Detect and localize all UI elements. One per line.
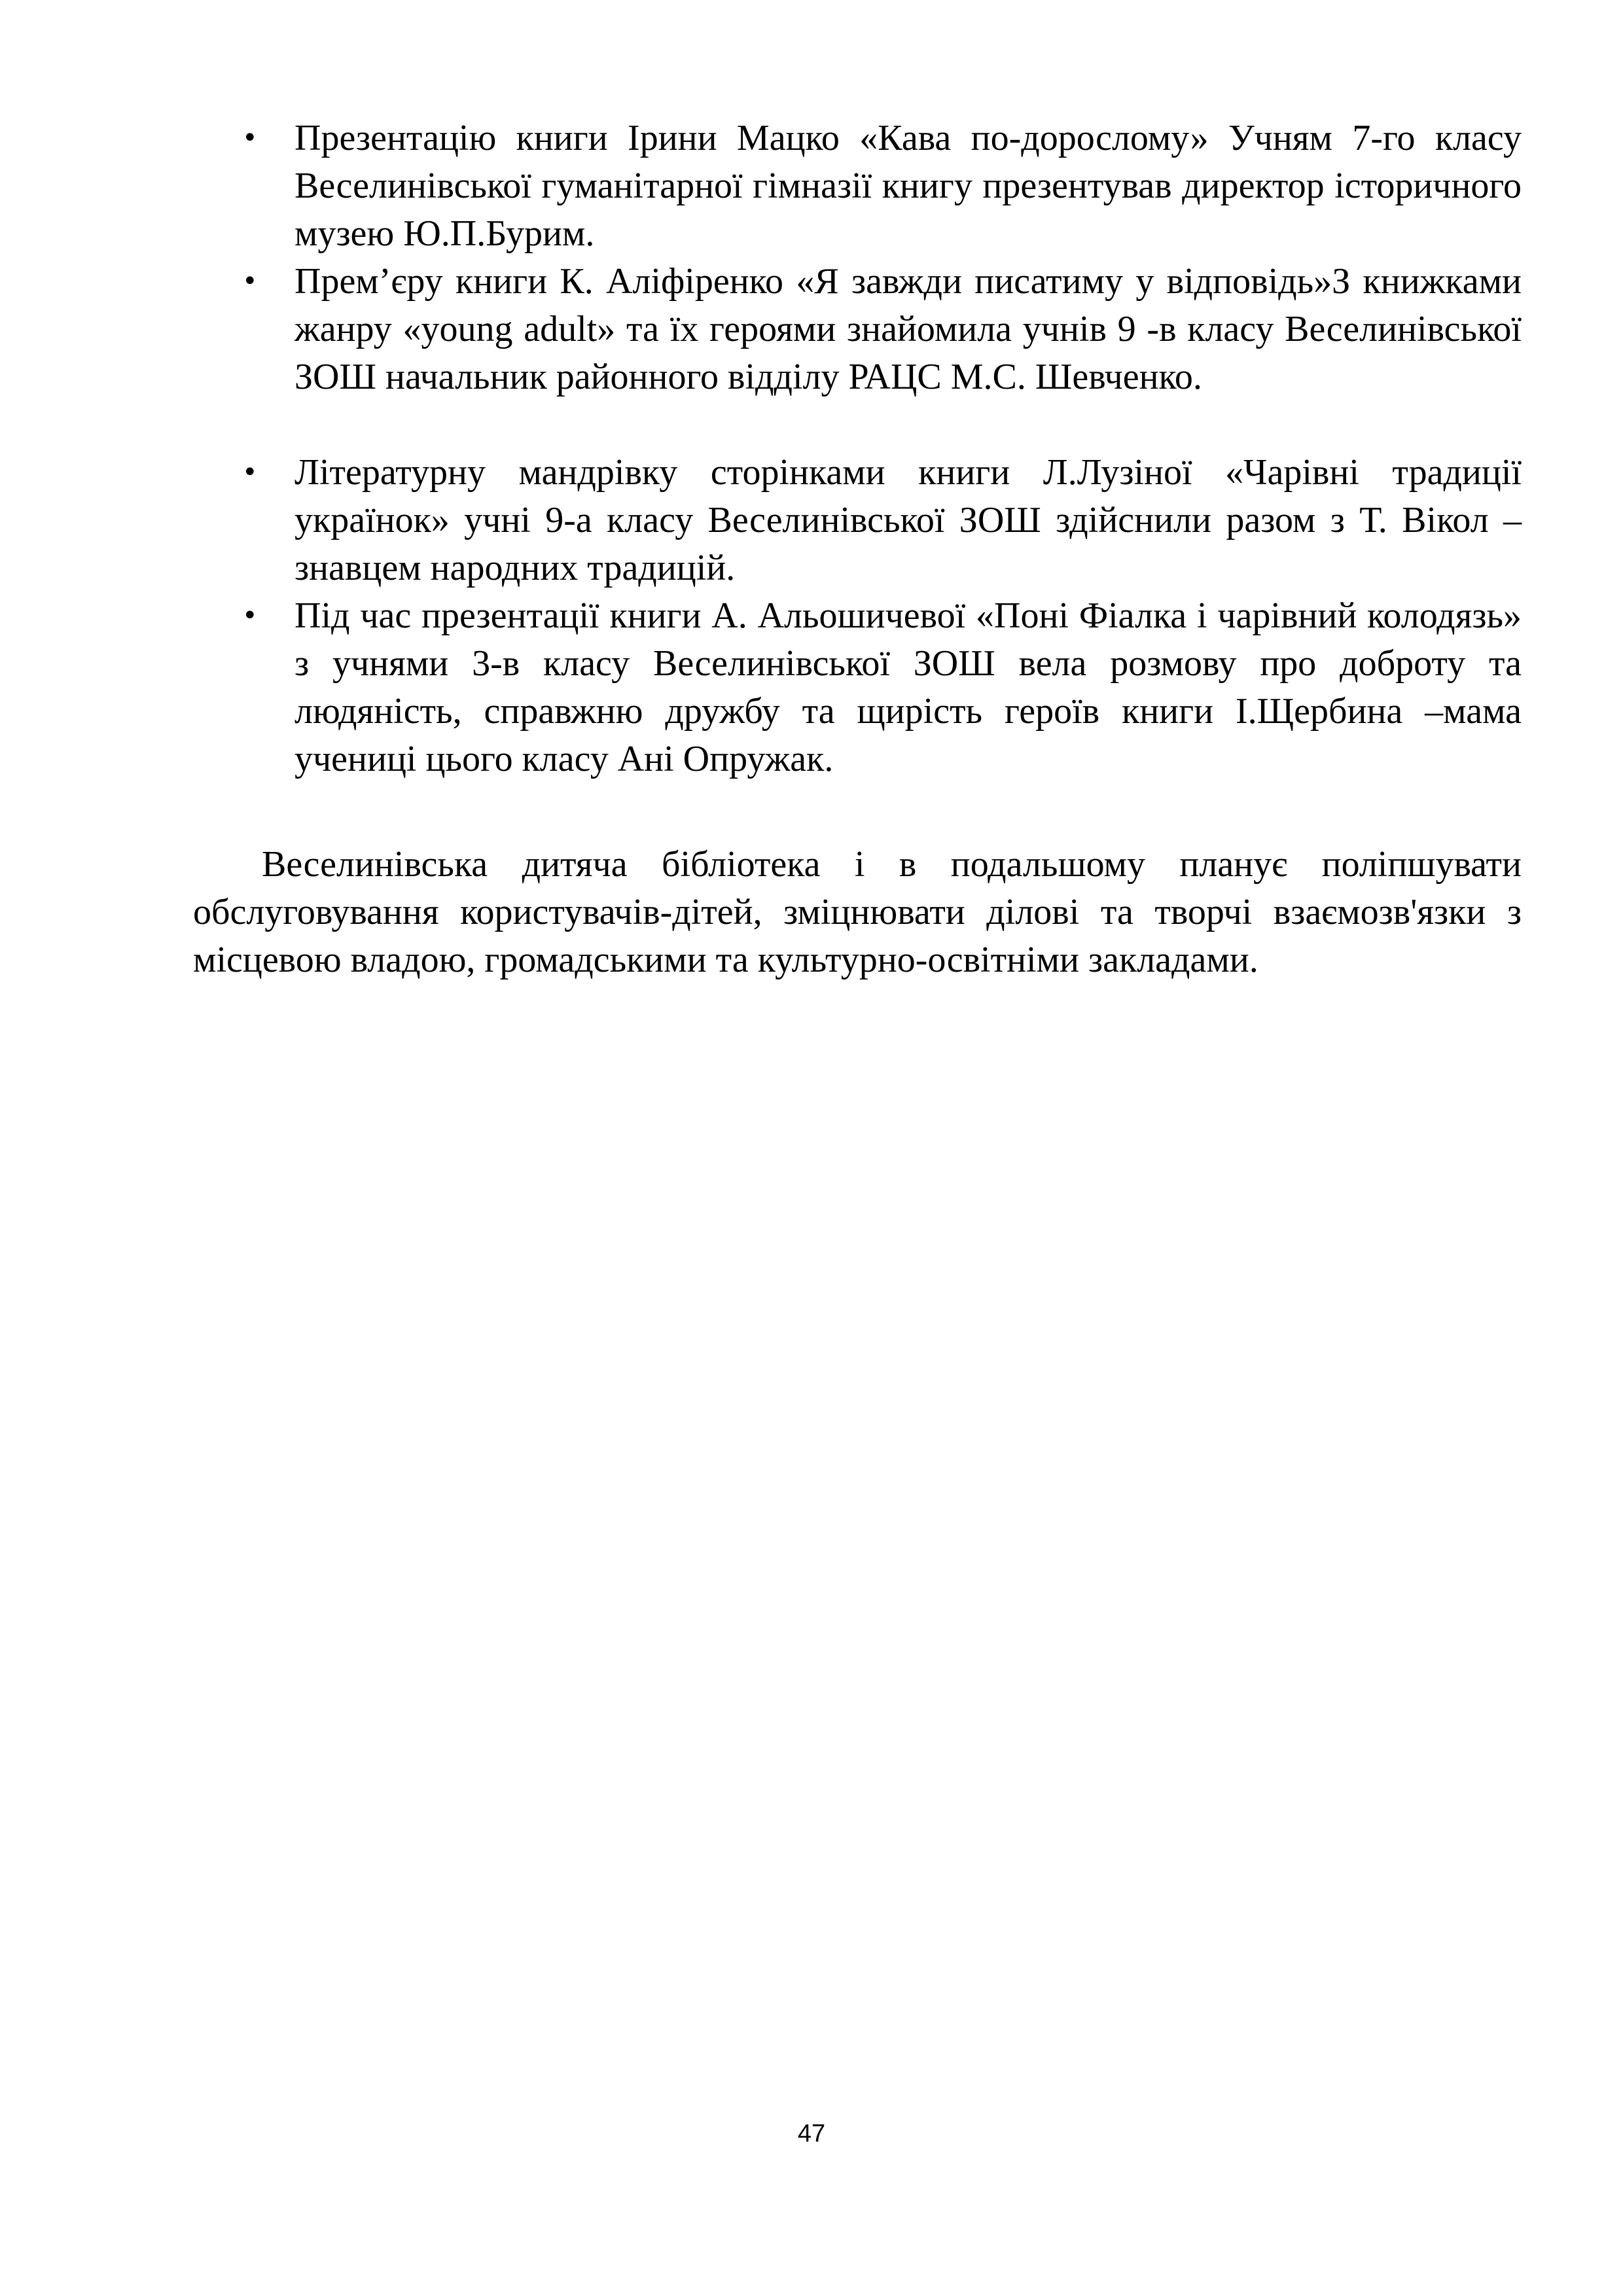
page-content [193,115,1522,984]
bullet-icon: • [242,457,258,487]
bullet-icon: • [242,266,258,296]
bullet-icon: • [242,601,258,631]
bullet-item-premiere-alifirenko [193,258,1522,401]
bullet-item-literary-journey-luzina [193,449,1522,592]
bullet-text: Прем’єру книги К. Аліфіренко «Я завжди писатиму у відповідь»З книжками жанру «young adult» та їх героями знайомила учнів 9 -в класу Веселинівської ЗОШ начальник районного відділу РАЦС М.С. Шевченко. [294,261,1522,397]
bullet-item-book-presentation-matsko [193,115,1522,258]
bullet-item-presentation-aloshycheva [193,592,1522,783]
closing-paragraph: Веселинівська дитяча бібліотека і в подальшому планує поліпшувати обслуговування користувачів-дітей, зміцнювати ділові та творчі взаємозв'язки з місцевою владою, громадськими та культурно-освітніми закладами. [193,844,1522,980]
bullet-icon: • [242,123,258,153]
event-bullet-list [193,115,1522,783]
bullet-text: Літературну мандрівку сторінками книги Л.Лузіної «Чарівні традиції українок» учні 9-а класу Веселинівської ЗОШ здійснили разом з Т. Вікол – знавцем народних традицій. [294,452,1522,588]
page-number: 47 [797,2120,826,2147]
bullet-text: Презентацію книги Ірини Мацко «Кава по-дорослому» Учням 7-го класу Веселинівської гуманітарної гімназії книгу презентував директор історичного музею Ю.П.Бурим. [294,118,1522,254]
bullet-text: Під час презентації книги А. Альошичевої «Поні Фіалка і чарівний колодязь» з учнями 3-в класу Веселинівської ЗОШ вела розмову про доброту та людяність, справжню дружбу та щирість героїв книги І.Щербина –мама учениці цього класу Ані Опружак. [294,595,1522,779]
